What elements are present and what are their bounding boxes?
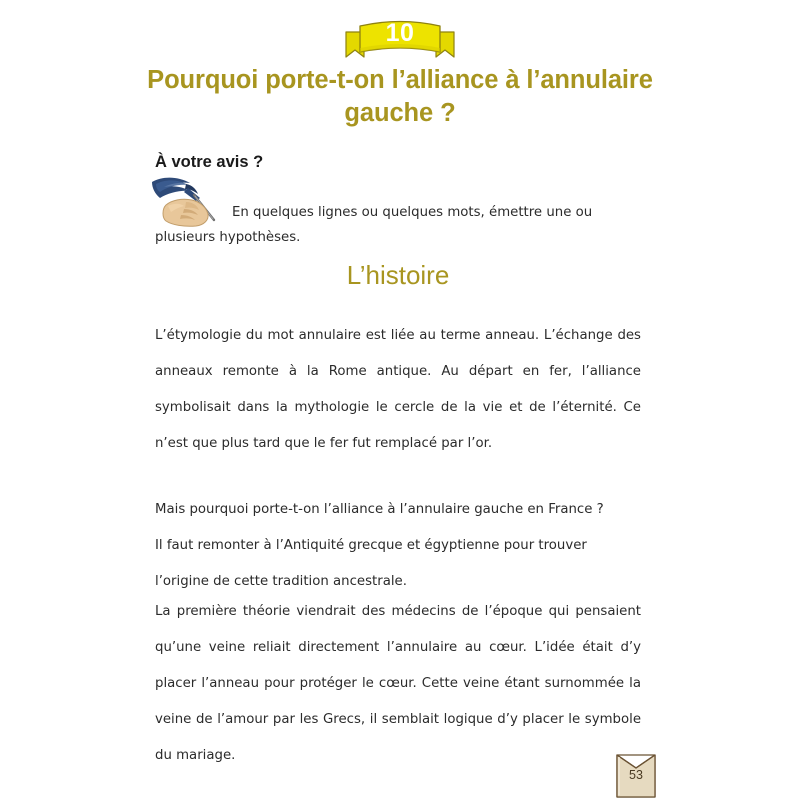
paragraph-text: Il faut remonter à l’Antiquité grecque et égyptienne pour trouver l’origine de cette tradition ancestrale.	[155, 538, 587, 589]
chapter-banner	[0, 14, 800, 66]
body-paragraph-1	[155, 318, 641, 462]
paragraph-text: L’étymologie du mot annulaire est liée au terme anneau. L’échange des anneaux remonte à la Rome antique. Au départ en fer, l’alliance symbolisait dans la mythologie le cercle de la vie et de l’éternité. Ce n’est que plus tard que le fer fut remplacé par l’or.	[155, 328, 641, 451]
banner-ribbon-graphic	[344, 14, 456, 64]
page-title: Pourquoi porte-t-on l’alliance à l’annulaire gauche ?	[147, 66, 653, 127]
avis-heading: À votre avis ?	[155, 153, 264, 171]
page-number: 53	[629, 768, 643, 782]
paragraph-text: Mais pourquoi porte-t-on l’alliance à l’annulaire gauche en France ?	[155, 502, 604, 517]
section-heading-histoire: L’histoire	[346, 260, 450, 290]
page-number-bookmark	[614, 752, 658, 800]
body-paragraph-2	[155, 492, 641, 600]
chapter-number: 10	[385, 19, 415, 47]
paragraph-text: La première théorie viendrait des médecins de l’époque qui pensaient qu’une veine reliait directement l’annulaire au cœur. L’idée était d’y placer l’anneau pour protéger le cœur. Cette veine étant surnommée la veine de l’amour par les Grecs, il semblait logique d’y placer le symbole du mariage.	[155, 604, 641, 763]
body-paragraph-3	[155, 594, 641, 774]
avis-instruction-text: En quelques lignes ou quelques mots, émettre une ou plusieurs hypothèses.	[155, 205, 593, 245]
